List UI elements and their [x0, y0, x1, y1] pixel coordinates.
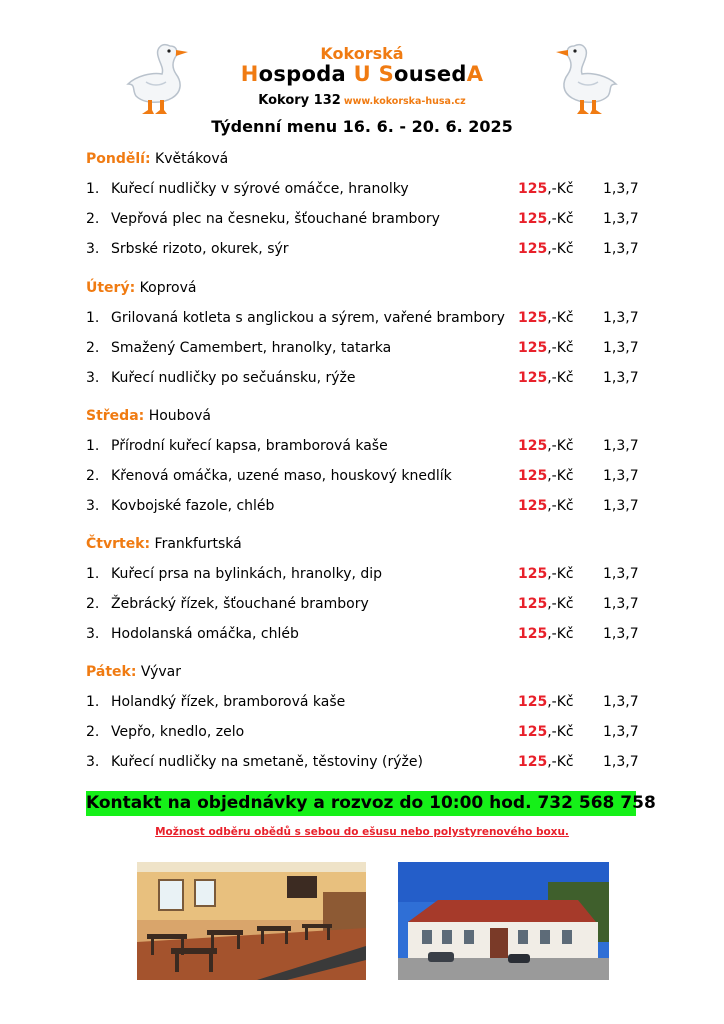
page-title: Týdenní menu 16. 6. - 20. 6. 2025: [211, 117, 513, 136]
soup-name: Frankfurtská: [154, 536, 242, 552]
price-value: 125: [518, 566, 548, 582]
price-currency: ,-Kč: [547, 498, 574, 514]
allergens: 1,3,7: [603, 596, 639, 612]
allergens: 1,3,7: [603, 211, 639, 227]
day-name: Čtvrtek:: [86, 536, 151, 552]
soup-name: Houbová: [148, 408, 211, 424]
item-number: 3.: [86, 626, 100, 642]
price-value: 125: [518, 724, 548, 740]
item-number: 2.: [86, 468, 100, 484]
allergens: 1,3,7: [603, 724, 639, 740]
menu-item: [86, 724, 646, 744]
soup-name: Květáková: [155, 151, 229, 167]
menu-item: [86, 596, 646, 616]
price-value: 125: [518, 310, 548, 326]
day-name: Úterý:: [86, 280, 136, 296]
price: [518, 566, 574, 582]
price-value: 125: [518, 211, 548, 227]
menu-item: [86, 310, 646, 330]
price-currency: ,-Kč: [547, 181, 574, 197]
item-number: 1.: [86, 694, 100, 710]
takeaway-note: Možnost odběru obědů s sebou do ešusu nebo polystyrenového boxu.: [155, 826, 569, 838]
dish-name: Kovbojské fazole, chléb: [111, 498, 275, 514]
item-number: 3.: [86, 754, 100, 770]
allergens: 1,3,7: [603, 566, 639, 582]
item-number: 1.: [86, 438, 100, 454]
menu-item: [86, 370, 646, 390]
menu-item: [86, 340, 646, 360]
item-number: 2.: [86, 596, 100, 612]
menu-item: [86, 181, 646, 201]
item-number: 2.: [86, 211, 100, 227]
item-number: 1.: [86, 566, 100, 582]
address-line: [0, 93, 724, 108]
price-value: 125: [518, 754, 548, 770]
dish-name: Přírodní kuřecí kapsa, bramborová kaše: [111, 438, 388, 454]
item-number: 3.: [86, 498, 100, 514]
dish-name: Kuřecí nudličky na smetaně, těstoviny (rýže): [111, 754, 423, 770]
menu-item: [86, 694, 646, 714]
price-currency: ,-Kč: [547, 566, 574, 582]
day-heading: [86, 664, 181, 680]
allergens: 1,3,7: [603, 370, 639, 386]
price: [518, 340, 574, 356]
allergens: 1,3,7: [603, 340, 639, 356]
allergens: 1,3,7: [603, 241, 639, 257]
price-currency: ,-Kč: [547, 754, 574, 770]
restaurant-name: Hospoda U SousedA: [240, 62, 484, 86]
menu-item: [86, 566, 646, 586]
day-name: Pátek:: [86, 664, 137, 680]
price: [518, 211, 574, 227]
item-number: 3.: [86, 370, 100, 386]
price-value: 125: [518, 498, 548, 514]
interior-photo: [137, 862, 366, 980]
dish-name: Vepřo, knedlo, zelo: [111, 724, 245, 740]
price-value: 125: [518, 596, 548, 612]
price-currency: ,-Kč: [547, 211, 574, 227]
price: [518, 468, 574, 484]
day-heading: [86, 280, 196, 296]
price: [518, 498, 574, 514]
price-currency: ,-Kč: [547, 241, 574, 257]
dish-name: Kuřecí nudličky po sečuánsku, rýže: [111, 370, 356, 386]
price-currency: ,-Kč: [547, 468, 574, 484]
day-heading: [86, 408, 211, 424]
price: [518, 596, 574, 612]
price-currency: ,-Kč: [547, 724, 574, 740]
allergens: 1,3,7: [603, 754, 639, 770]
item-number: 3.: [86, 241, 100, 257]
allergens: 1,3,7: [603, 310, 639, 326]
price-value: 125: [518, 241, 548, 257]
price: [518, 626, 574, 642]
dish-name: Smažený Camembert, hranolky, tatarka: [111, 340, 392, 356]
price: [518, 438, 574, 454]
menu-item: [86, 498, 646, 518]
dish-name: Křenová omáčka, uzené maso, houskový knedlík: [111, 468, 452, 484]
soup-name: Vývar: [140, 664, 181, 680]
menu-item: [86, 241, 646, 261]
menu-item: [86, 211, 646, 231]
menu-item: [86, 754, 646, 774]
address: Kokory 132: [258, 93, 341, 108]
item-number: 2.: [86, 340, 100, 356]
item-number: 1.: [86, 181, 100, 197]
brand-top: Kokorská: [320, 44, 404, 63]
dish-name: Srbské rizoto, okurek, sýr: [111, 241, 289, 257]
dish-name: Žebrácký řízek, šťouchané brambory: [111, 596, 369, 612]
building-photo: [398, 862, 609, 980]
website-link[interactable]: www.kokorska-husa.cz: [343, 96, 466, 107]
price-currency: ,-Kč: [547, 340, 574, 356]
price-value: 125: [518, 626, 548, 642]
price: [518, 694, 574, 710]
allergens: 1,3,7: [603, 626, 639, 642]
menu-item: [86, 626, 646, 646]
menu-item: [86, 438, 646, 458]
allergens: 1,3,7: [603, 468, 639, 484]
price: [518, 724, 574, 740]
price-currency: ,-Kč: [547, 626, 574, 642]
price: [518, 241, 574, 257]
day-heading: [86, 536, 242, 552]
dish-name: Holandký řízek, bramborová kaše: [111, 694, 346, 710]
price-value: 125: [518, 370, 548, 386]
price-value: 125: [518, 181, 548, 197]
price-value: 125: [518, 468, 548, 484]
allergens: 1,3,7: [603, 498, 639, 514]
price-currency: ,-Kč: [547, 310, 574, 326]
menu-item: [86, 468, 646, 488]
price-currency: ,-Kč: [547, 438, 574, 454]
day-name: Pondělí:: [86, 151, 151, 167]
price-value: 125: [518, 438, 548, 454]
dish-name: Kuřecí prsa na bylinkách, hranolky, dip: [111, 566, 383, 582]
dish-name: Grilovaná kotleta s anglickou a sýrem, vařené brambory: [111, 310, 505, 326]
item-number: 1.: [86, 310, 100, 326]
price: [518, 754, 574, 770]
price-currency: ,-Kč: [547, 694, 574, 710]
price-currency: ,-Kč: [547, 596, 574, 612]
price-value: 125: [518, 694, 548, 710]
dish-name: Kuřecí nudličky v sýrové omáčce, hranolky: [111, 181, 409, 197]
dish-name: Vepřová plec na česneku, šťouchané brambory: [111, 211, 440, 227]
day-heading: [86, 151, 228, 167]
contact-banner: Kontakt na objednávky a rozvoz do 10:00 hod. 732 568 758: [86, 791, 636, 816]
price-currency: ,-Kč: [547, 370, 574, 386]
item-number: 2.: [86, 724, 100, 740]
allergens: 1,3,7: [603, 694, 639, 710]
price: [518, 181, 574, 197]
menu-header: [0, 0, 724, 140]
allergens: 1,3,7: [603, 181, 639, 197]
dish-name: Hodolanská omáčka, chléb: [111, 626, 299, 642]
price: [518, 370, 574, 386]
day-name: Středa:: [86, 408, 145, 424]
price: [518, 310, 574, 326]
soup-name: Koprová: [139, 280, 197, 296]
price-value: 125: [518, 340, 548, 356]
allergens: 1,3,7: [603, 438, 639, 454]
